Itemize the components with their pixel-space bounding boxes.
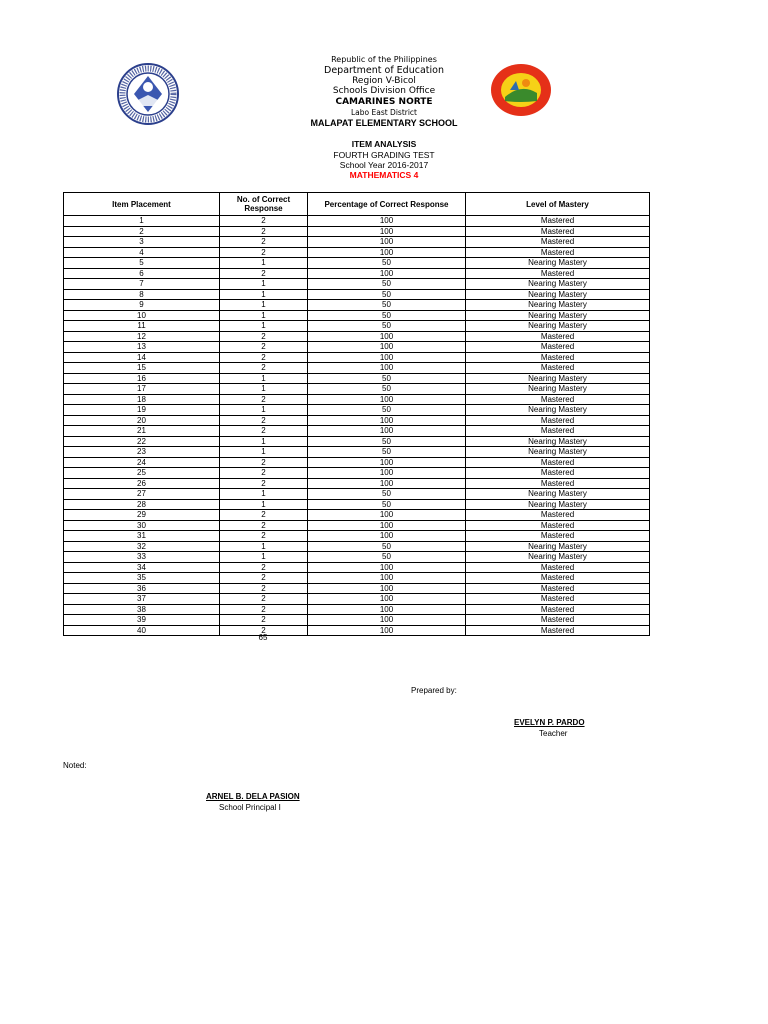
correct-response-cell: 2 (220, 226, 308, 237)
percentage-cell: 100 (308, 226, 466, 237)
school-name: MALAPAT ELEMENTARY SCHOOL (310, 118, 458, 128)
correct-response-cell: 2 (220, 352, 308, 363)
mastery-level-cell: Nearing Mastery (466, 541, 650, 552)
item-number-cell: 18 (64, 394, 220, 405)
item-number-cell: 31 (64, 531, 220, 542)
mastery-level-cell: Mastered (466, 573, 650, 584)
correct-response-cell: 2 (220, 615, 308, 626)
item-number-cell: 30 (64, 520, 220, 531)
mastery-level-cell: Mastered (466, 268, 650, 279)
percentage-cell: 100 (308, 594, 466, 605)
item-number-cell: 19 (64, 405, 220, 416)
percentage-cell: 100 (308, 247, 466, 258)
total-correct-responses: 65 (258, 633, 268, 642)
item-number-cell: 4 (64, 247, 220, 258)
test-name: FOURTH GRADING TEST (333, 150, 435, 160)
mastery-level-cell: Nearing Mastery (466, 373, 650, 384)
item-number-cell: 6 (64, 268, 220, 279)
percentage-cell: 100 (308, 583, 466, 594)
percentage-cell: 100 (308, 426, 466, 437)
correct-response-cell: 2 (220, 394, 308, 405)
item-number-cell: 27 (64, 489, 220, 500)
table-row (64, 216, 650, 227)
table-row (64, 436, 650, 447)
percentage-cell: 100 (308, 520, 466, 531)
table-row (64, 510, 650, 521)
item-number-cell: 22 (64, 436, 220, 447)
item-number-cell: 2 (64, 226, 220, 237)
correct-response-cell: 2 (220, 363, 308, 374)
table-row (64, 268, 650, 279)
item-number-cell: 16 (64, 373, 220, 384)
table-row (64, 594, 650, 605)
mastery-level-cell: Nearing Mastery (466, 384, 650, 395)
correct-response-cell: 1 (220, 499, 308, 510)
mastery-level-cell: Nearing Mastery (466, 489, 650, 500)
mastery-level-cell: Mastered (466, 363, 650, 374)
percentage-cell: 50 (308, 552, 466, 563)
percentage-cell: 50 (308, 258, 466, 269)
correct-response-cell: 1 (220, 405, 308, 416)
correct-response-cell: 2 (220, 562, 308, 573)
correct-response-cell: 2 (220, 268, 308, 279)
mastery-level-cell: Nearing Mastery (466, 321, 650, 332)
percentage-cell: 100 (308, 237, 466, 248)
table-row (64, 321, 650, 332)
mastery-level-cell: Nearing Mastery (466, 552, 650, 563)
mastery-level-cell: Mastered (466, 562, 650, 573)
item-number-cell: 13 (64, 342, 220, 353)
correct-response-cell: 2 (220, 510, 308, 521)
region-line: Region V-Bicol (352, 76, 416, 86)
school-year: School Year 2016-2017 (339, 160, 429, 170)
district-line: Labo East District (350, 108, 417, 117)
item-number-cell: 20 (64, 415, 220, 426)
percentage-cell: 50 (308, 384, 466, 395)
table-row (64, 415, 650, 426)
subject-title: MATHEMATICS 4 (349, 170, 419, 180)
correct-response-cell: 1 (220, 310, 308, 321)
correct-response-cell: 2 (220, 594, 308, 605)
table-row (64, 573, 650, 584)
percentage-cell: 100 (308, 331, 466, 342)
noted-label: Noted: (63, 761, 87, 770)
percentage-cell: 50 (308, 499, 466, 510)
table-row (64, 310, 650, 321)
correct-response-cell: 2 (220, 520, 308, 531)
table-row (64, 342, 650, 353)
mastery-level-cell: Mastered (466, 226, 650, 237)
percentage-cell: 100 (308, 415, 466, 426)
mastery-level-cell: Mastered (466, 457, 650, 468)
correct-response-cell: 1 (220, 279, 308, 290)
header-level-of-mastery: Level of Mastery (466, 193, 650, 216)
correct-response-cell: 1 (220, 321, 308, 332)
table-row (64, 352, 650, 363)
item-number-cell: 40 (64, 625, 220, 636)
correct-response-cell: 2 (220, 331, 308, 342)
mastery-level-cell: Mastered (466, 237, 650, 248)
item-number-cell: 3 (64, 237, 220, 248)
correct-response-cell: 2 (220, 216, 308, 227)
percentage-cell: 50 (308, 321, 466, 332)
percentage-cell: 100 (308, 625, 466, 636)
table-row (64, 300, 650, 311)
mastery-level-cell: Mastered (466, 216, 650, 227)
table-row (64, 363, 650, 374)
table-row (64, 289, 650, 300)
mastery-level-cell: Mastered (466, 415, 650, 426)
correct-response-cell: 2 (220, 468, 308, 479)
correct-response-cell: 2 (220, 573, 308, 584)
correct-response-cell: 1 (220, 384, 308, 395)
table-row (64, 541, 650, 552)
percentage-cell: 100 (308, 573, 466, 584)
republic-line: Republic of the Philippines (331, 55, 437, 64)
percentage-cell: 50 (308, 405, 466, 416)
document-title: ITEM ANALYSIS (351, 139, 417, 149)
item-number-cell: 23 (64, 447, 220, 458)
table-row (64, 226, 650, 237)
table-row (64, 447, 650, 458)
item-number-cell: 38 (64, 604, 220, 615)
item-number-cell: 39 (64, 615, 220, 626)
correct-response-cell: 2 (220, 247, 308, 258)
correct-response-cell: 2 (220, 415, 308, 426)
table-row (64, 405, 650, 416)
percentage-cell: 100 (308, 604, 466, 615)
table-row (64, 331, 650, 342)
mastery-level-cell: Mastered (466, 583, 650, 594)
table-row (64, 604, 650, 615)
percentage-cell: 50 (308, 447, 466, 458)
mastery-level-cell: Mastered (466, 331, 650, 342)
item-number-cell: 7 (64, 279, 220, 290)
correct-response-cell: 2 (220, 625, 308, 636)
table-body (64, 216, 650, 636)
correct-response-cell: 2 (220, 531, 308, 542)
percentage-cell: 100 (308, 216, 466, 227)
mastery-level-cell: Mastered (466, 594, 650, 605)
percentage-cell: 100 (308, 352, 466, 363)
correct-response-cell: 2 (220, 604, 308, 615)
table-row (64, 531, 650, 542)
mastery-level-cell: Mastered (466, 615, 650, 626)
mastery-level-cell: Nearing Mastery (466, 289, 650, 300)
table-row (64, 468, 650, 479)
correct-response-cell: 1 (220, 300, 308, 311)
mastery-level-cell: Nearing Mastery (466, 436, 650, 447)
correct-response-cell: 1 (220, 373, 308, 384)
correct-response-cell: 1 (220, 489, 308, 500)
correct-response-cell: 2 (220, 457, 308, 468)
header-correct-response: No. of Correct Response (220, 193, 308, 216)
item-number-cell: 35 (64, 573, 220, 584)
mastery-level-cell: Nearing Mastery (466, 258, 650, 269)
table-row (64, 562, 650, 573)
prepared-by-label: Prepared by: (411, 686, 457, 695)
table-row (64, 499, 650, 510)
correct-response-cell: 1 (220, 289, 308, 300)
item-number-cell: 21 (64, 426, 220, 437)
table-row (64, 520, 650, 531)
department-line: Department of Education (324, 65, 444, 76)
table-row (64, 489, 650, 500)
principal-title: School Principal I (219, 803, 281, 812)
percentage-cell: 50 (308, 489, 466, 500)
correct-response-cell: 1 (220, 447, 308, 458)
division-office-line: Schools Division Office (332, 86, 436, 96)
mastery-level-cell: Mastered (466, 510, 650, 521)
percentage-cell: 50 (308, 373, 466, 384)
mastery-level-cell: Nearing Mastery (466, 405, 650, 416)
table-row (64, 583, 650, 594)
correct-response-cell: 2 (220, 237, 308, 248)
mastery-level-cell: Mastered (466, 520, 650, 531)
item-number-cell: 15 (64, 363, 220, 374)
item-number-cell: 28 (64, 499, 220, 510)
item-number-cell: 25 (64, 468, 220, 479)
percentage-cell: 100 (308, 510, 466, 521)
table-header-row (64, 193, 650, 216)
table-row (64, 625, 650, 636)
correct-response-cell: 2 (220, 426, 308, 437)
percentage-cell: 50 (308, 541, 466, 552)
percentage-cell: 100 (308, 457, 466, 468)
correct-response-cell: 2 (220, 583, 308, 594)
item-number-cell: 36 (64, 583, 220, 594)
item-number-cell: 9 (64, 300, 220, 311)
item-number-cell: 34 (64, 562, 220, 573)
mastery-level-cell: Mastered (466, 625, 650, 636)
correct-response-cell: 1 (220, 436, 308, 447)
correct-response-cell: 2 (220, 342, 308, 353)
principal-name: ARNEL B. DELA PASION (206, 792, 300, 801)
item-number-cell: 11 (64, 321, 220, 332)
teacher-name: EVELYN P. PARDO (514, 718, 585, 727)
correct-response-cell: 1 (220, 541, 308, 552)
item-number-cell: 14 (64, 352, 220, 363)
item-number-cell: 37 (64, 594, 220, 605)
percentage-cell: 100 (308, 468, 466, 479)
mastery-level-cell: Nearing Mastery (466, 279, 650, 290)
mastery-level-cell: Mastered (466, 352, 650, 363)
percentage-cell: 50 (308, 300, 466, 311)
table-row (64, 384, 650, 395)
item-number-cell: 26 (64, 478, 220, 489)
table-row (64, 373, 650, 384)
header-item-placement: Item Placement (64, 193, 220, 216)
percentage-cell: 100 (308, 342, 466, 353)
item-number-cell: 8 (64, 289, 220, 300)
table-row (64, 247, 650, 258)
table-row (64, 279, 650, 290)
percentage-cell: 100 (308, 394, 466, 405)
province-line: CAMARINES NORTE (335, 97, 433, 107)
item-number-cell: 32 (64, 541, 220, 552)
item-number-cell: 24 (64, 457, 220, 468)
correct-response-cell: 1 (220, 552, 308, 563)
mastery-level-cell: Mastered (466, 604, 650, 615)
item-analysis-table (63, 192, 650, 636)
percentage-cell: 50 (308, 279, 466, 290)
mastery-level-cell: Nearing Mastery (466, 447, 650, 458)
percentage-cell: 100 (308, 531, 466, 542)
percentage-cell: 50 (308, 310, 466, 321)
percentage-cell: 100 (308, 562, 466, 573)
correct-response-cell: 1 (220, 258, 308, 269)
mastery-level-cell: Mastered (466, 426, 650, 437)
percentage-cell: 100 (308, 268, 466, 279)
mastery-level-cell: Mastered (466, 531, 650, 542)
percentage-cell: 100 (308, 615, 466, 626)
item-number-cell: 10 (64, 310, 220, 321)
percentage-cell: 50 (308, 289, 466, 300)
table-row (64, 394, 650, 405)
header-percentage: Percentage of Correct Response (308, 193, 466, 216)
mastery-level-cell: Mastered (466, 478, 650, 489)
mastery-level-cell: Mastered (466, 247, 650, 258)
percentage-cell: 50 (308, 436, 466, 447)
table-row (64, 615, 650, 626)
item-number-cell: 29 (64, 510, 220, 521)
percentage-cell: 100 (308, 363, 466, 374)
teacher-title: Teacher (539, 729, 568, 738)
table-row (64, 552, 650, 563)
mastery-level-cell: Nearing Mastery (466, 499, 650, 510)
mastery-level-cell: Nearing Mastery (466, 300, 650, 311)
correct-response-cell: 2 (220, 478, 308, 489)
item-number-cell: 12 (64, 331, 220, 342)
table-row (64, 457, 650, 468)
mastery-level-cell: Mastered (466, 394, 650, 405)
table-row (64, 478, 650, 489)
percentage-cell: 100 (308, 478, 466, 489)
mastery-level-cell: Nearing Mastery (466, 310, 650, 321)
item-number-cell: 33 (64, 552, 220, 563)
table-row (64, 426, 650, 437)
table-row (64, 258, 650, 269)
mastery-level-cell: Mastered (466, 342, 650, 353)
item-number-cell: 1 (64, 216, 220, 227)
item-number-cell: 17 (64, 384, 220, 395)
item-number-cell: 5 (64, 258, 220, 269)
mastery-level-cell: Mastered (466, 468, 650, 479)
table-row (64, 237, 650, 248)
